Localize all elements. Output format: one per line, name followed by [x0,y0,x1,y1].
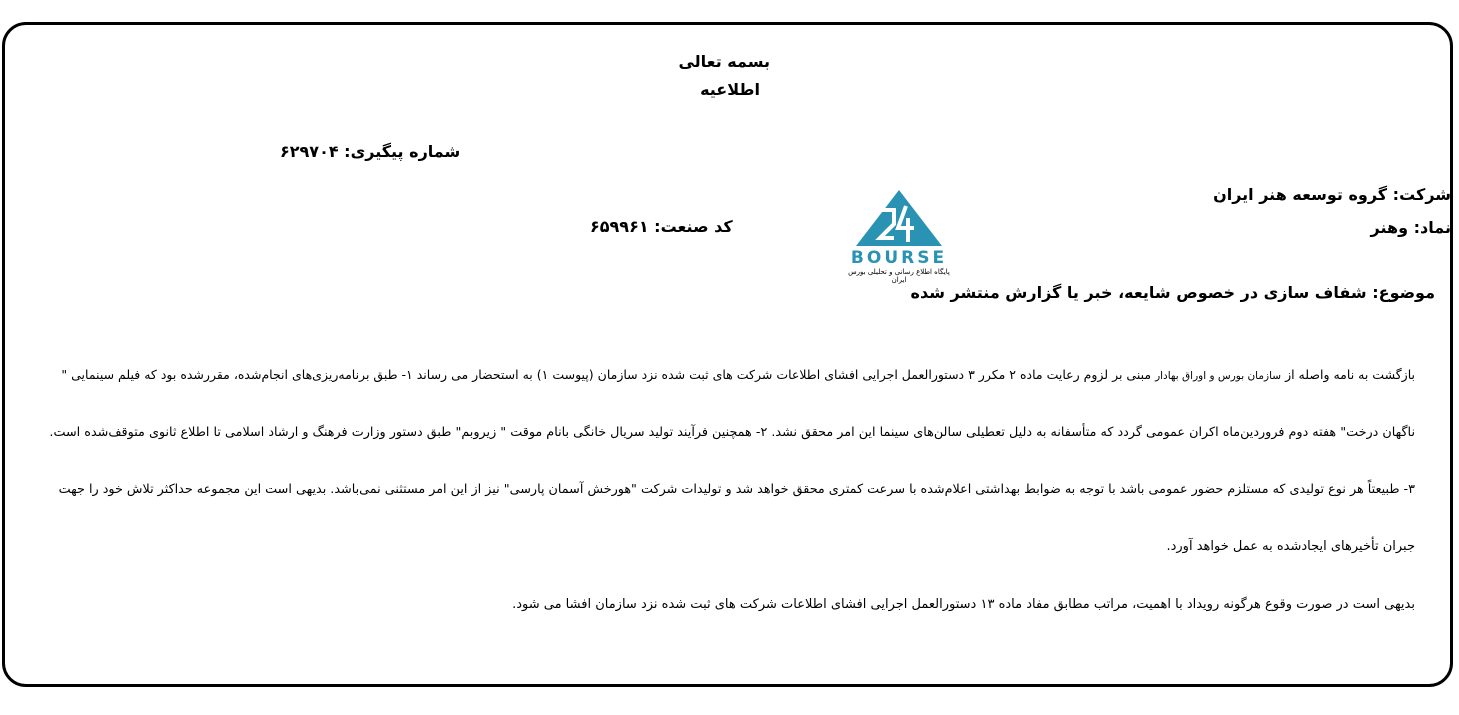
document-frame [2,22,1453,687]
company-line [1213,185,1451,204]
body-line-3: ۳- طبیعتاً هر نوع تولیدی که مستلزم حضور عمومی باشد با توجه به ضوابط بهداشتی اعلام‌شده با سرعت کمتری محقق خواهد شد و تولیدات شرکت "هورخش آسمان پارسی" نیز از این امر مستثنی نمی‌باشد. بدیهی است این مجموعه حداکثر تلاش خود را جهت [58,482,1415,497]
notice-title: اطلاعیه [700,80,760,99]
tracking-value: ۶۲۹۷۰۴ [280,142,339,161]
body-line-1-start: بازگشت به نامه واصله از [1285,367,1415,382]
bourse-logo [840,188,958,284]
company-label: شرکت: [1392,185,1451,204]
body-line-1 [61,367,1415,382]
industry-code-label: کد صنعت: [654,217,733,236]
basmala-heading: بسمه تعالی [678,52,770,71]
symbol-value: وهنر [1370,218,1409,237]
tracking-label: شماره پیگیری: [344,142,461,161]
subject-value: شفاف سازی در خصوص شایعه، خبر یا گزارش منتشر شده [910,283,1367,302]
body-line-5: بدیهی است در صورت وقوع هرگونه رویداد با اهمیت، مراتب مطابق مفاد ماده ۱۳ دستورالعمل اجرایی افشای اطلاعات شرکت های ثبت شده نزد سازمان افشا می شود. [512,597,1415,612]
symbol-line [1371,218,1451,237]
subject-line [911,283,1435,302]
body-line-2: ناگهان درخت" هفته دوم فروردین‌ماه اکران عمومی گردد که متأسفانه به دلیل تعطیلی سالن‌های سینما این امر محقق نشد. ۲- همچنین فرآیند تولید سریال خانگی بانام موقت " زیروبم" طبق دستور وزارت فرهنگ و ارشاد اسلامی تا اطلاع ثانوی متوقف‌شده است. [49,425,1415,440]
logo-wordmark: BOURSE [850,248,948,268]
subject-label: موضوع: [1372,283,1435,302]
industry-code-line [590,217,733,236]
industry-code-value: ۶۵۹۹۶۱ [590,217,649,236]
body-line-1-org: سازمان بورس و اوراق بهادار [1155,370,1282,382]
bourse-24-logo-icon [840,188,958,250]
symbol-label: نماد: [1413,218,1451,237]
tracking-number [280,142,460,161]
body-line-4: جبران تأخیرهای ایجادشده به عمل خواهد آورد. [1166,539,1415,554]
logo-caption: پایگاه اطلاع رسانی و تحلیلی بورس ایران [848,268,950,284]
company-name: گروه توسعه هنر ایران [1213,185,1388,204]
body-line-1-end: مبنی بر لزوم رعایت ماده ۲ مکرر ۳ دستورالعمل اجرایی افشای اطلاعات شرکت های ثبت شده نزد سازمان (پیوست ۱) به استحضار می رساند ۱- طبق برنامه‌ریزی‌های انجام‌شده، مقررشده بود که فیلم سینمایی " [61,367,1152,382]
